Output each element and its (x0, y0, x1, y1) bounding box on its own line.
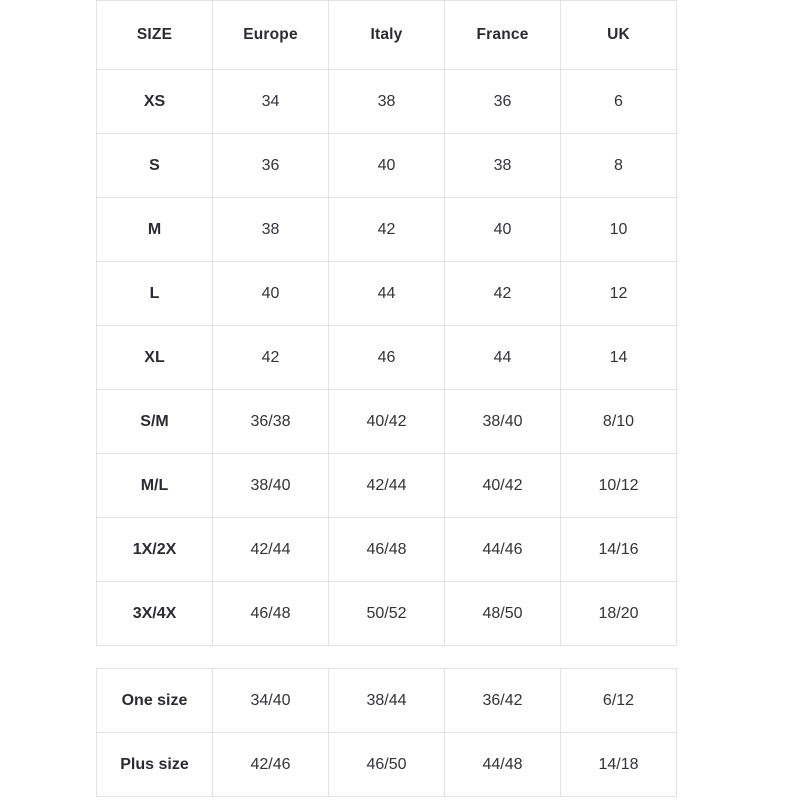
table-row (97, 669, 677, 733)
column-header: UK (561, 1, 677, 70)
table-cell: 10/12 (561, 454, 677, 518)
column-header: SIZE (97, 1, 213, 70)
table-cell: 34 (213, 70, 329, 134)
table-row (97, 326, 677, 390)
table-row (97, 518, 677, 582)
size-conversion-table-wrapper (96, 0, 676, 646)
table-cell: 40 (329, 134, 445, 198)
table-row (97, 454, 677, 518)
table-row (97, 70, 677, 134)
table-cell: 36/38 (213, 390, 329, 454)
table-cell: 46/48 (213, 582, 329, 646)
table-cell: 14/16 (561, 518, 677, 582)
table-cell: 38/40 (445, 390, 561, 454)
row-label: 3X/4X (97, 582, 213, 646)
row-label: M (97, 198, 213, 262)
table-header-row (97, 1, 677, 70)
table-cell: 6 (561, 70, 677, 134)
table-cell: 44/46 (445, 518, 561, 582)
row-label: XS (97, 70, 213, 134)
table-cell: 36 (213, 134, 329, 198)
table-cell: 44 (445, 326, 561, 390)
column-header: France (445, 1, 561, 70)
table-cell: 42 (445, 262, 561, 326)
table-cell: 44/48 (445, 733, 561, 797)
column-header: Europe (213, 1, 329, 70)
table-cell: 46/50 (329, 733, 445, 797)
table-row (97, 733, 677, 797)
row-label: S (97, 134, 213, 198)
table-cell: 40 (213, 262, 329, 326)
table-cell: 14/18 (561, 733, 677, 797)
table-row (97, 198, 677, 262)
table-cell: 48/50 (445, 582, 561, 646)
table-cell: 38/40 (213, 454, 329, 518)
table-cell: 42/44 (213, 518, 329, 582)
table-cell: 6/12 (561, 669, 677, 733)
size-conversion-table (96, 0, 677, 646)
table-cell: 42/46 (213, 733, 329, 797)
table-cell: 42 (213, 326, 329, 390)
row-label: Plus size (97, 733, 213, 797)
table-cell: 34/40 (213, 669, 329, 733)
table-row (97, 582, 677, 646)
row-label: XL (97, 326, 213, 390)
special-sizes-table (96, 668, 677, 797)
table-cell: 46/48 (329, 518, 445, 582)
table-cell: 44 (329, 262, 445, 326)
table-cell: 50/52 (329, 582, 445, 646)
row-label: 1X/2X (97, 518, 213, 582)
table-cell: 18/20 (561, 582, 677, 646)
special-sizes-table-wrapper (96, 668, 676, 797)
table-cell: 38 (213, 198, 329, 262)
column-header: Italy (329, 1, 445, 70)
table-cell: 36/42 (445, 669, 561, 733)
table-cell: 8/10 (561, 390, 677, 454)
table-cell: 12 (561, 262, 677, 326)
table-cell: 10 (561, 198, 677, 262)
table-cell: 38 (329, 70, 445, 134)
table-cell: 40/42 (329, 390, 445, 454)
row-label: One size (97, 669, 213, 733)
table-cell: 38 (445, 134, 561, 198)
row-label: S/M (97, 390, 213, 454)
table-cell: 14 (561, 326, 677, 390)
table-cell: 40 (445, 198, 561, 262)
row-label: L (97, 262, 213, 326)
table-cell: 42/44 (329, 454, 445, 518)
table-cell: 40/42 (445, 454, 561, 518)
table-row (97, 390, 677, 454)
table-cell: 38/44 (329, 669, 445, 733)
table-cell: 8 (561, 134, 677, 198)
table-cell: 42 (329, 198, 445, 262)
table-row (97, 134, 677, 198)
table-cell: 36 (445, 70, 561, 134)
table-row (97, 262, 677, 326)
row-label: M/L (97, 454, 213, 518)
table-cell: 46 (329, 326, 445, 390)
